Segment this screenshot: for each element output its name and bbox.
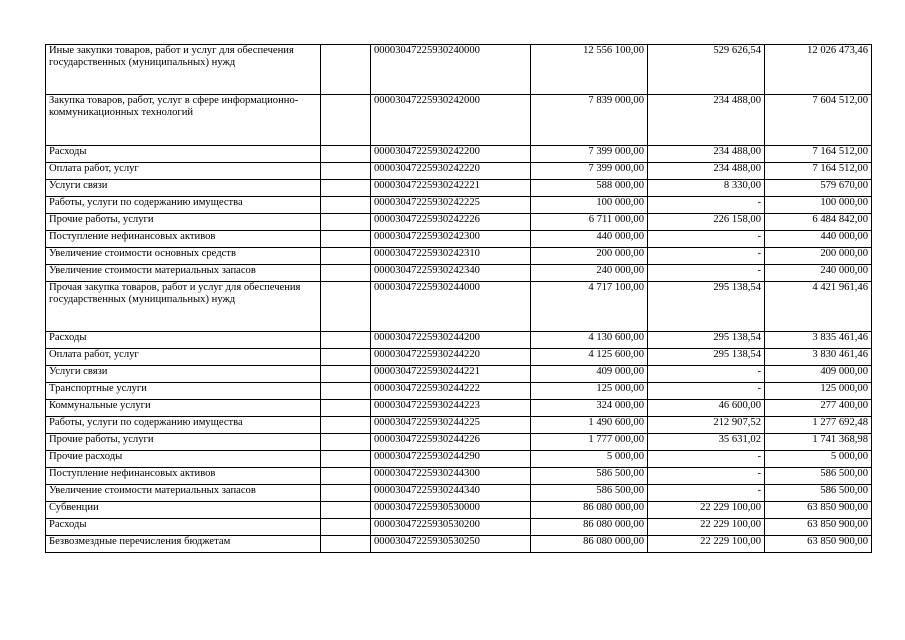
- table-row: [46, 332, 872, 349]
- row-name: Коммунальные услуги: [46, 400, 321, 417]
- row-approved: 7 399 000,00: [531, 146, 648, 163]
- row-executed: 22 229 100,00: [648, 536, 765, 553]
- row-executed: 212 907,52: [648, 417, 765, 434]
- row-approved: 240 000,00: [531, 265, 648, 282]
- row-line-code: [321, 400, 371, 417]
- row-name: Работы, услуги по содержанию имущества: [46, 197, 321, 214]
- row-budget-code: 00003047225930244222: [371, 383, 531, 400]
- row-unexecuted: 63 850 900,00: [765, 536, 872, 553]
- row-approved: 324 000,00: [531, 400, 648, 417]
- row-executed: -: [648, 468, 765, 485]
- row-line-code: [321, 468, 371, 485]
- row-line-code: [321, 366, 371, 383]
- row-line-code: [321, 197, 371, 214]
- row-name: Прочие расходы: [46, 451, 321, 468]
- row-budget-code: 00003047225930240000: [371, 45, 531, 95]
- row-approved: 7 839 000,00: [531, 95, 648, 146]
- row-executed: 295 138,54: [648, 349, 765, 366]
- row-approved: 1 490 600,00: [531, 417, 648, 434]
- row-line-code: [321, 146, 371, 163]
- row-line-code: [321, 180, 371, 197]
- row-budget-code: 00003047225930244225: [371, 417, 531, 434]
- row-approved: 409 000,00: [531, 366, 648, 383]
- row-name: Иные закупки товаров, работ и услуг для обеспечения государственных (муниципальных) нужд: [46, 45, 321, 95]
- row-approved: 588 000,00: [531, 180, 648, 197]
- row-line-code: [321, 265, 371, 282]
- row-budget-code: 00003047225930242200: [371, 146, 531, 163]
- row-approved: 440 000,00: [531, 231, 648, 248]
- row-line-code: [321, 485, 371, 502]
- row-budget-code: 00003047225930530200: [371, 519, 531, 536]
- row-name: Транспортные услуги: [46, 383, 321, 400]
- row-line-code: [321, 231, 371, 248]
- budget-table-body: [46, 45, 872, 553]
- row-name: Закупка товаров, работ, услуг в сфере информационно-коммуникационных технологий: [46, 95, 321, 146]
- row-name: Поступление нефинансовых активов: [46, 231, 321, 248]
- table-row: [46, 282, 872, 332]
- row-unexecuted: 440 000,00: [765, 231, 872, 248]
- row-name: Расходы: [46, 519, 321, 536]
- row-line-code: [321, 502, 371, 519]
- table-row: [46, 180, 872, 197]
- row-approved: 4 125 600,00: [531, 349, 648, 366]
- row-unexecuted: 7 604 512,00: [765, 95, 872, 146]
- row-approved: 4 717 100,00: [531, 282, 648, 332]
- row-executed: -: [648, 248, 765, 265]
- table-row: [46, 265, 872, 282]
- table-row: [46, 197, 872, 214]
- row-executed: 46 600,00: [648, 400, 765, 417]
- table-row: [46, 214, 872, 231]
- row-name: Расходы: [46, 146, 321, 163]
- table-row: [46, 383, 872, 400]
- row-line-code: [321, 214, 371, 231]
- row-line-code: [321, 282, 371, 332]
- row-budget-code: 00003047225930244300: [371, 468, 531, 485]
- row-line-code: [321, 451, 371, 468]
- row-budget-code: 00003047225930244223: [371, 400, 531, 417]
- row-line-code: [321, 417, 371, 434]
- table-row: [46, 451, 872, 468]
- row-name: Увеличение стоимости основных средств: [46, 248, 321, 265]
- row-name: Оплата работ, услуг: [46, 163, 321, 180]
- row-executed: -: [648, 451, 765, 468]
- row-executed: 226 158,00: [648, 214, 765, 231]
- row-name: Поступление нефинансовых активов: [46, 468, 321, 485]
- row-line-code: [321, 434, 371, 451]
- row-unexecuted: 409 000,00: [765, 366, 872, 383]
- row-unexecuted: 277 400,00: [765, 400, 872, 417]
- row-unexecuted: 3 830 461,46: [765, 349, 872, 366]
- row-approved: 86 080 000,00: [531, 536, 648, 553]
- row-line-code: [321, 95, 371, 146]
- row-executed: 35 631,02: [648, 434, 765, 451]
- row-budget-code: 00003047225930244000: [371, 282, 531, 332]
- row-approved: 6 711 000,00: [531, 214, 648, 231]
- table-row: [46, 485, 872, 502]
- row-executed: 295 138,54: [648, 282, 765, 332]
- row-executed: 234 488,00: [648, 95, 765, 146]
- row-approved: 5 000,00: [531, 451, 648, 468]
- row-line-code: [321, 332, 371, 349]
- row-budget-code: 00003047225930242300: [371, 231, 531, 248]
- row-budget-code: 00003047225930244226: [371, 434, 531, 451]
- row-unexecuted: 1 277 692,48: [765, 417, 872, 434]
- row-name: Услуги связи: [46, 180, 321, 197]
- row-executed: 8 330,00: [648, 180, 765, 197]
- row-budget-code: 00003047225930242220: [371, 163, 531, 180]
- row-approved: 7 399 000,00: [531, 163, 648, 180]
- row-budget-code: 00003047225930242000: [371, 95, 531, 146]
- table-row: [46, 417, 872, 434]
- row-approved: 1 777 000,00: [531, 434, 648, 451]
- row-unexecuted: 100 000,00: [765, 197, 872, 214]
- row-unexecuted: 4 421 961,46: [765, 282, 872, 332]
- row-name: Услуги связи: [46, 366, 321, 383]
- row-budget-code: 00003047225930244220: [371, 349, 531, 366]
- row-executed: -: [648, 366, 765, 383]
- table-row: [46, 146, 872, 163]
- row-executed: 22 229 100,00: [648, 519, 765, 536]
- row-name: Расходы: [46, 332, 321, 349]
- row-approved: 586 500,00: [531, 485, 648, 502]
- row-line-code: [321, 45, 371, 95]
- row-name: Прочие работы, услуги: [46, 214, 321, 231]
- table-row: [46, 536, 872, 553]
- row-approved: 200 000,00: [531, 248, 648, 265]
- row-budget-code: 00003047225930530250: [371, 536, 531, 553]
- row-approved: 4 130 600,00: [531, 332, 648, 349]
- row-name: Безвозмездные перечисления бюджетам: [46, 536, 321, 553]
- row-unexecuted: 586 500,00: [765, 468, 872, 485]
- row-executed: -: [648, 485, 765, 502]
- row-budget-code: 00003047225930244340: [371, 485, 531, 502]
- table-row: [46, 248, 872, 265]
- row-name: Субвенции: [46, 502, 321, 519]
- row-budget-code: 00003047225930242226: [371, 214, 531, 231]
- row-unexecuted: 586 500,00: [765, 485, 872, 502]
- row-executed: -: [648, 265, 765, 282]
- row-executed: 234 488,00: [648, 146, 765, 163]
- row-budget-code: 00003047225930244221: [371, 366, 531, 383]
- row-approved: 125 000,00: [531, 383, 648, 400]
- row-unexecuted: 12 026 473,46: [765, 45, 872, 95]
- budget-execution-table: [45, 44, 872, 553]
- row-budget-code: 00003047225930242310: [371, 248, 531, 265]
- row-approved: 100 000,00: [531, 197, 648, 214]
- row-budget-code: 00003047225930244200: [371, 332, 531, 349]
- row-line-code: [321, 248, 371, 265]
- row-executed: -: [648, 197, 765, 214]
- row-unexecuted: 1 741 368,98: [765, 434, 872, 451]
- row-name: Увеличение стоимости материальных запасов: [46, 265, 321, 282]
- row-budget-code: 00003047225930242340: [371, 265, 531, 282]
- row-unexecuted: 5 000,00: [765, 451, 872, 468]
- row-unexecuted: 3 835 461,46: [765, 332, 872, 349]
- table-row: [46, 95, 872, 146]
- row-unexecuted: 200 000,00: [765, 248, 872, 265]
- row-name: Увеличение стоимости материальных запасов: [46, 485, 321, 502]
- row-name: Работы, услуги по содержанию имущества: [46, 417, 321, 434]
- row-name: Прочие работы, услуги: [46, 434, 321, 451]
- row-approved: 12 556 100,00: [531, 45, 648, 95]
- row-name: Прочая закупка товаров, работ и услуг для обеспечения государственных (муниципальных) нужд: [46, 282, 321, 332]
- row-unexecuted: 63 850 900,00: [765, 519, 872, 536]
- row-approved: 86 080 000,00: [531, 519, 648, 536]
- row-executed: -: [648, 383, 765, 400]
- table-row: [46, 519, 872, 536]
- row-approved: 86 080 000,00: [531, 502, 648, 519]
- row-executed: -: [648, 231, 765, 248]
- table-row: [46, 400, 872, 417]
- row-line-code: [321, 349, 371, 366]
- row-executed: 234 488,00: [648, 163, 765, 180]
- row-name: Оплата работ, услуг: [46, 349, 321, 366]
- table-row: [46, 366, 872, 383]
- row-line-code: [321, 519, 371, 536]
- table-row: [46, 45, 872, 95]
- row-executed: 22 229 100,00: [648, 502, 765, 519]
- table-row: [46, 163, 872, 180]
- row-unexecuted: 125 000,00: [765, 383, 872, 400]
- row-unexecuted: 6 484 842,00: [765, 214, 872, 231]
- row-line-code: [321, 536, 371, 553]
- row-line-code: [321, 163, 371, 180]
- table-row: [46, 434, 872, 451]
- row-line-code: [321, 383, 371, 400]
- row-approved: 586 500,00: [531, 468, 648, 485]
- table-row: [46, 502, 872, 519]
- row-unexecuted: 7 164 512,00: [765, 146, 872, 163]
- row-unexecuted: 579 670,00: [765, 180, 872, 197]
- table-row: [46, 468, 872, 485]
- row-unexecuted: 240 000,00: [765, 265, 872, 282]
- row-unexecuted: 7 164 512,00: [765, 163, 872, 180]
- row-executed: 295 138,54: [648, 332, 765, 349]
- row-budget-code: 00003047225930244290: [371, 451, 531, 468]
- row-budget-code: 00003047225930242221: [371, 180, 531, 197]
- table-row: [46, 231, 872, 248]
- table-row: [46, 349, 872, 366]
- row-executed: 529 626,54: [648, 45, 765, 95]
- row-budget-code: 00003047225930530000: [371, 502, 531, 519]
- row-budget-code: 00003047225930242225: [371, 197, 531, 214]
- row-unexecuted: 63 850 900,00: [765, 502, 872, 519]
